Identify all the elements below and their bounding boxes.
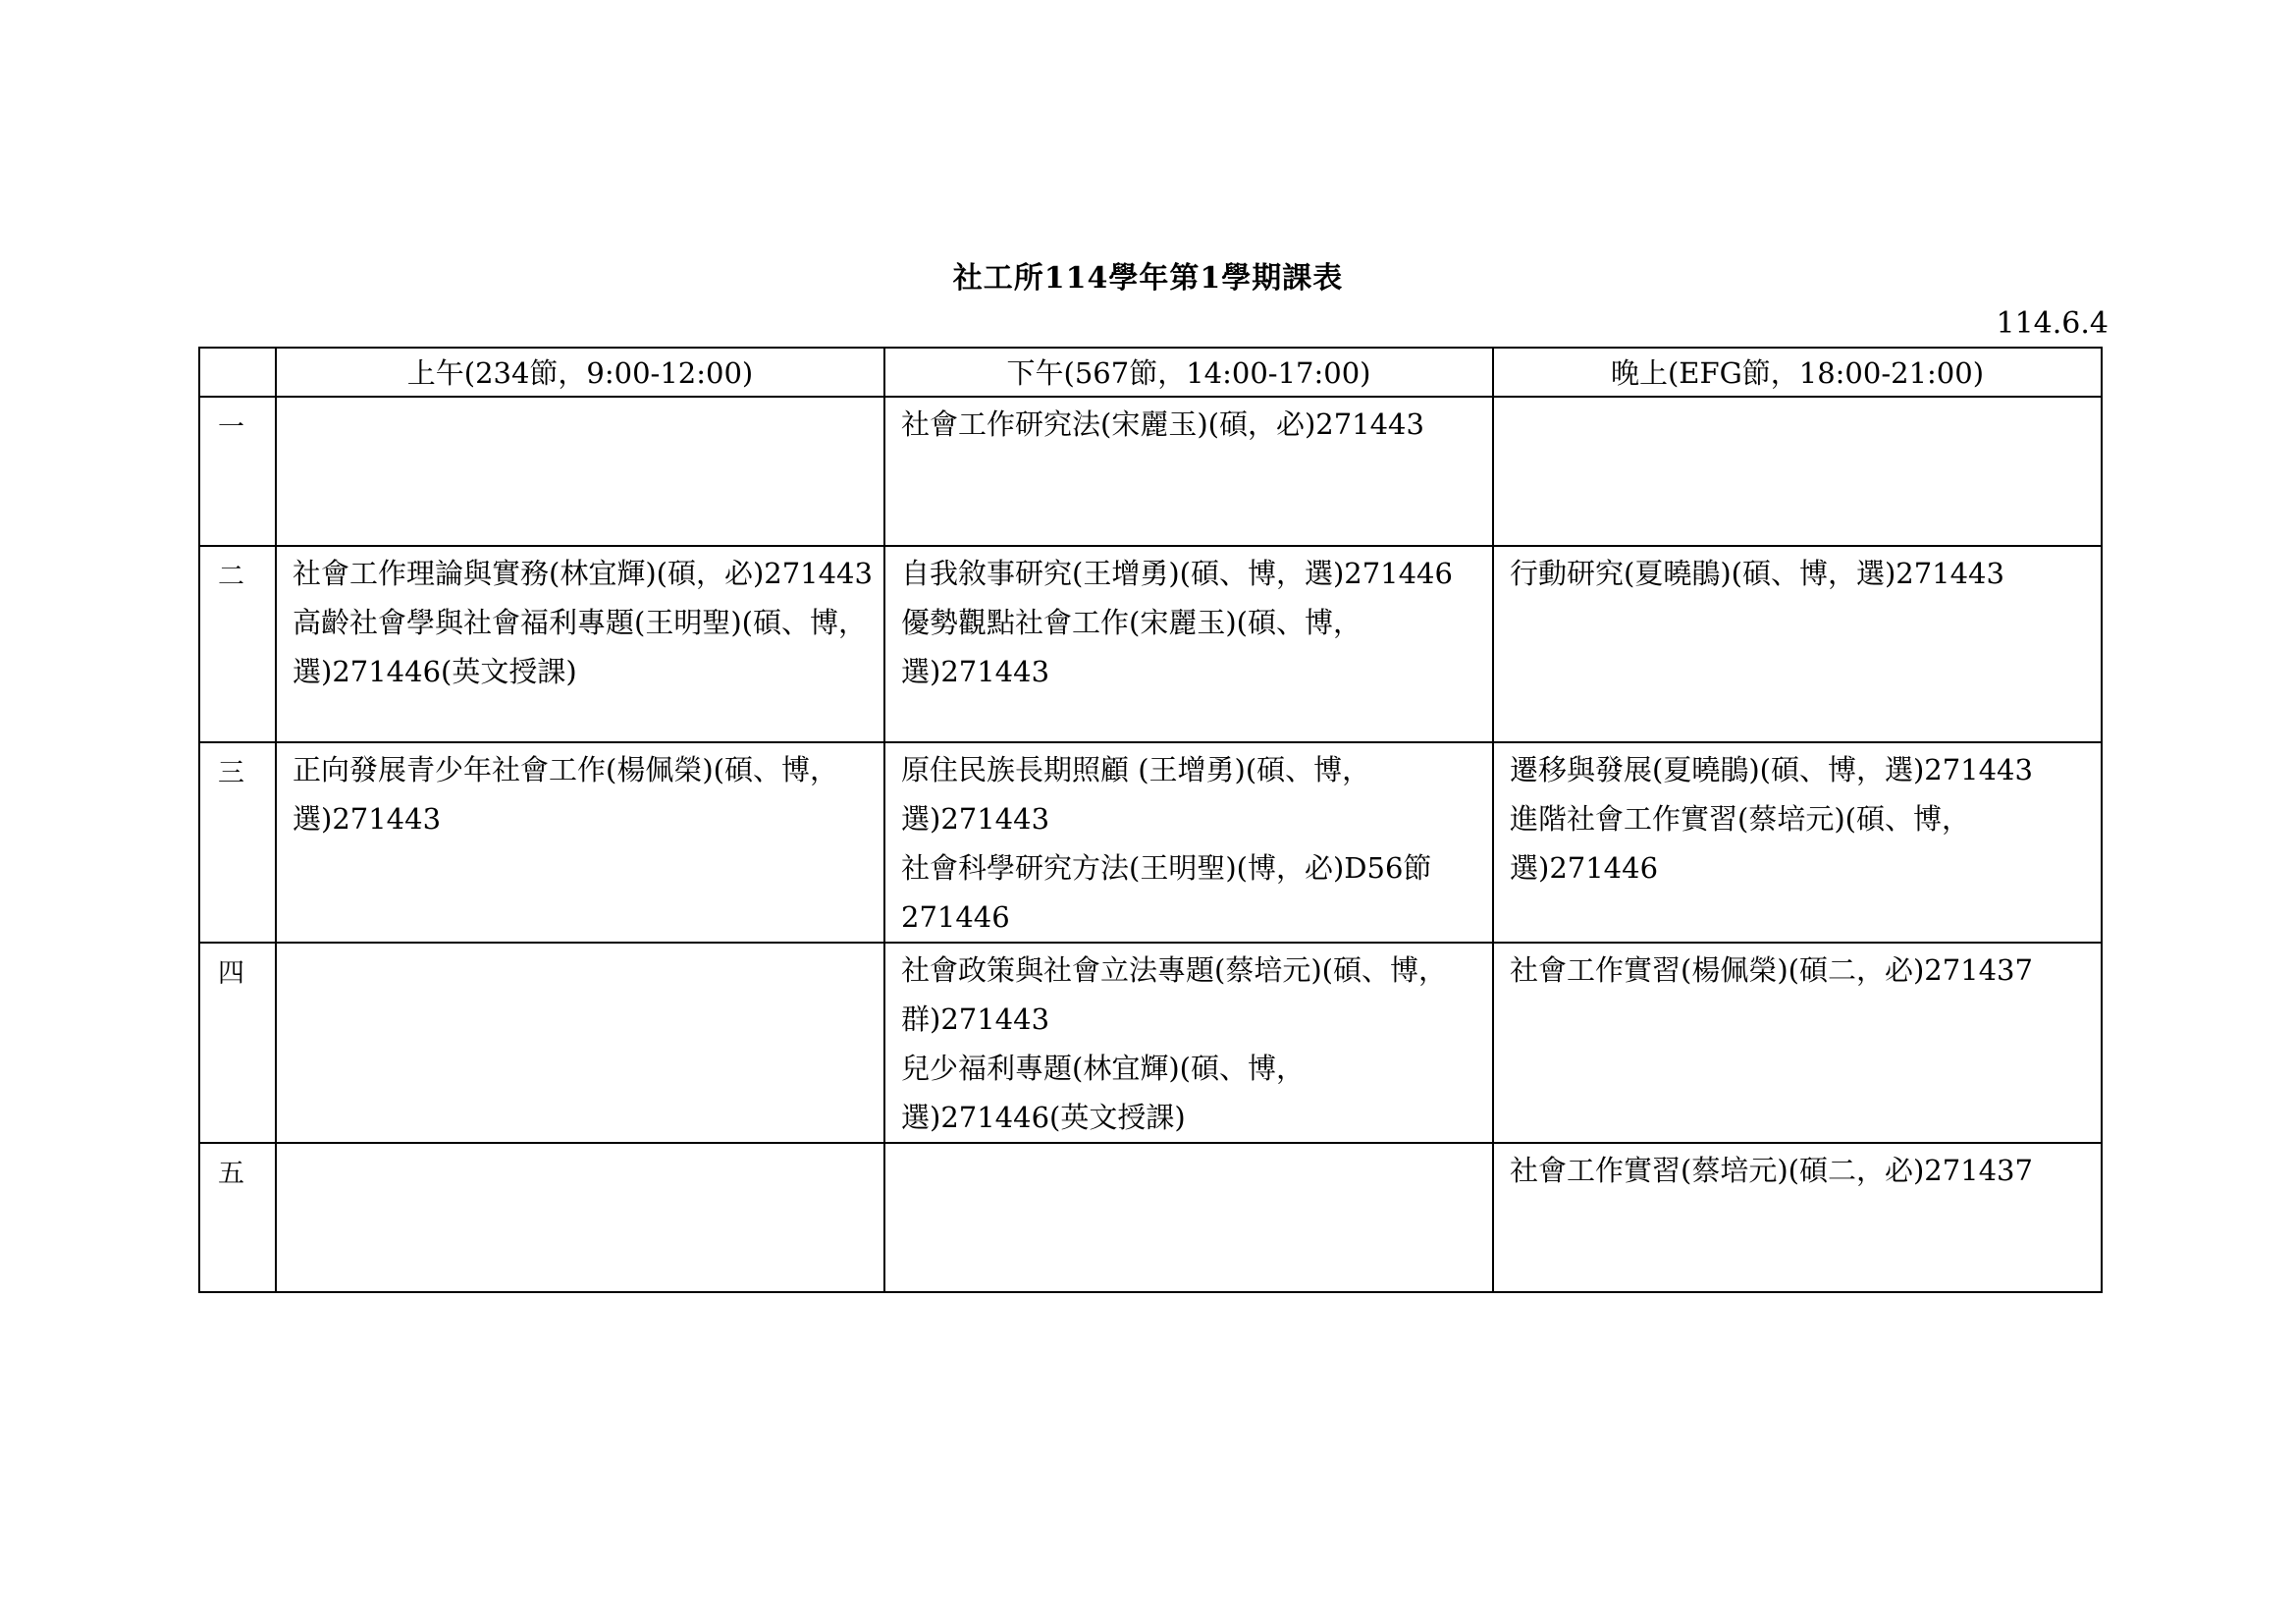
course-entry: 進階社會工作實習(蔡培元)(碩、博，選)271446 xyxy=(1510,802,1970,885)
course-entry: 優勢觀點社會工作(宋麗玉)(碩、博，選)271443 xyxy=(901,606,1362,688)
course-entry: 社會政策與社會立法專題(蔡培元)(碩、博，群)271443 xyxy=(901,953,1447,1036)
table-row xyxy=(199,546,2102,742)
course-entry: 兒少福利專題(林宜輝)(碩、博，選)271446(英文授課) xyxy=(901,1052,1305,1134)
schedule-table xyxy=(198,347,2103,1293)
evening-cell xyxy=(1493,943,2102,1143)
table-row xyxy=(199,397,2102,546)
afternoon-cell xyxy=(884,1143,1493,1292)
header-evening: 晚上(EFG節，18:00-21:00) xyxy=(1493,348,2102,397)
header-morning: 上午(234節，9:00-12:00) xyxy=(276,348,884,397)
header-corner-cell xyxy=(199,348,276,397)
day-label: 五 xyxy=(199,1143,276,1292)
day-label: 三 xyxy=(199,742,276,943)
morning-cell xyxy=(276,943,884,1143)
day-label: 一 xyxy=(199,397,276,546)
evening-cell xyxy=(1493,546,2102,742)
morning-cell xyxy=(276,546,884,742)
course-entry: 自我敘事研究(王增勇)(碩、博，選)271446 xyxy=(901,557,1453,590)
table-row xyxy=(199,1143,2102,1292)
course-entry: 高齡社會學與社會福利專題(王明聖)(碩、博，選)271446(英文授課) xyxy=(293,606,867,688)
afternoon-cell xyxy=(884,943,1493,1143)
evening-cell xyxy=(1493,1143,2102,1292)
morning-cell xyxy=(276,397,884,546)
day-label: 二 xyxy=(199,546,276,742)
course-entry: 社會科學研究方法(王明聖)(博，必)D56節 271446 xyxy=(901,851,1432,934)
course-entry: 正向發展青少年社會工作(楊佩榮)(碩、博，選)271443 xyxy=(293,753,838,836)
evening-cell xyxy=(1493,742,2102,943)
day-label: 四 xyxy=(199,943,276,1143)
afternoon-cell xyxy=(884,397,1493,546)
course-entry: 原住民族長期照顧 (王增勇)(碩、博，選)271443 xyxy=(901,753,1371,836)
afternoon-cell xyxy=(884,546,1493,742)
course-entry: 社會工作理論與實務(林宜輝)(碩，必)271443 xyxy=(293,557,873,590)
evening-cell xyxy=(1493,397,2102,546)
course-entry: 行動研究(夏曉鵑)(碩、博，選)271443 xyxy=(1510,557,2004,590)
afternoon-cell xyxy=(884,742,1493,943)
document-date: 114.6.4 xyxy=(1996,306,2109,341)
course-entry: 社會工作實習(蔡培元)(碩二，必)271437 xyxy=(1510,1154,2033,1187)
document-title: 社工所114學年第1學期課表 xyxy=(952,261,1344,296)
table-row xyxy=(199,742,2102,943)
course-entry: 遷移與發展(夏曉鵑)(碩、博，選)271443 xyxy=(1510,753,2033,786)
course-entry: 社會工作實習(楊佩榮)(碩二，必)271437 xyxy=(1510,953,2033,987)
header-afternoon: 下午(567節，14:00-17:00) xyxy=(884,348,1493,397)
table-row xyxy=(199,943,2102,1143)
course-entry: 社會工作研究法(宋麗玉)(碩，必)271443 xyxy=(901,407,1424,441)
morning-cell xyxy=(276,742,884,943)
header-row xyxy=(199,348,2102,397)
morning-cell xyxy=(276,1143,884,1292)
